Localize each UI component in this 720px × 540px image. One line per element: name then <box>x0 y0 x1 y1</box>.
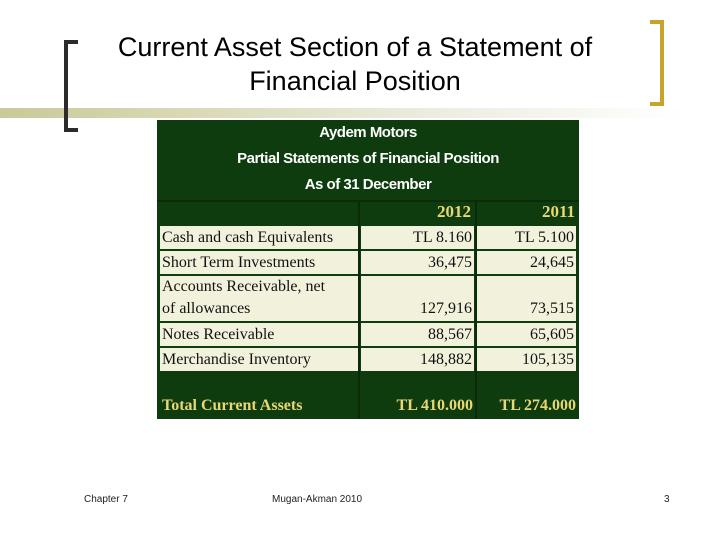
footer-chapter: Chapter 7 <box>84 494 128 505</box>
total-label: Total Current Assets <box>162 397 303 414</box>
year-2012-header: 2012 <box>437 202 471 221</box>
statement-date: As of 31 December <box>304 176 432 193</box>
table-row <box>157 251 579 274</box>
right-bracket-decoration <box>650 20 664 106</box>
company-name: Aydem Motors <box>319 124 417 141</box>
table-header <box>157 120 579 200</box>
row-label-line2: of allowances <box>162 300 251 317</box>
value-2011: 105,135 <box>477 348 576 371</box>
total-2011: TL 274.000 <box>499 397 576 414</box>
value-2012: 88,567 <box>361 323 474 346</box>
row-label-line1: Accounts Receivable, net <box>162 278 326 295</box>
row-label <box>160 276 358 321</box>
financial-position-table <box>157 120 579 419</box>
left-bracket-decoration <box>64 40 78 132</box>
value-2012: 148,882 <box>361 348 474 371</box>
total-2012: TL 410.000 <box>396 397 473 414</box>
table-row <box>157 323 579 346</box>
value-2012: 127,916 <box>361 276 474 321</box>
year-2011-header: 2011 <box>541 202 575 221</box>
value-2011: 65,605 <box>477 323 576 346</box>
value-2012: 36,475 <box>361 251 474 274</box>
total-row <box>157 371 579 419</box>
value-2012: TL 8.160 <box>361 226 474 249</box>
footer-author: Mugan-Akman 2010 <box>272 494 363 505</box>
row-label: Merchandise Inventory <box>160 348 358 371</box>
value-2011: TL 5.100 <box>477 226 576 249</box>
table-row <box>157 226 579 249</box>
value-2011: 73,515 <box>477 276 576 321</box>
title-divider-band <box>0 108 720 118</box>
slide-title: Current Asset Section of a Statement of Financial Position <box>117 32 593 96</box>
table-row <box>157 348 579 371</box>
statement-name: Partial Statements of Financial Position <box>237 150 499 167</box>
row-label: Cash and cash Equivalents <box>160 226 358 249</box>
row-label: Notes Receivable <box>160 323 358 346</box>
table-row <box>157 276 579 321</box>
row-label: Short Term Investments <box>160 251 358 274</box>
value-2011: 24,645 <box>477 251 576 274</box>
footer-page-number: 3 <box>664 494 670 505</box>
